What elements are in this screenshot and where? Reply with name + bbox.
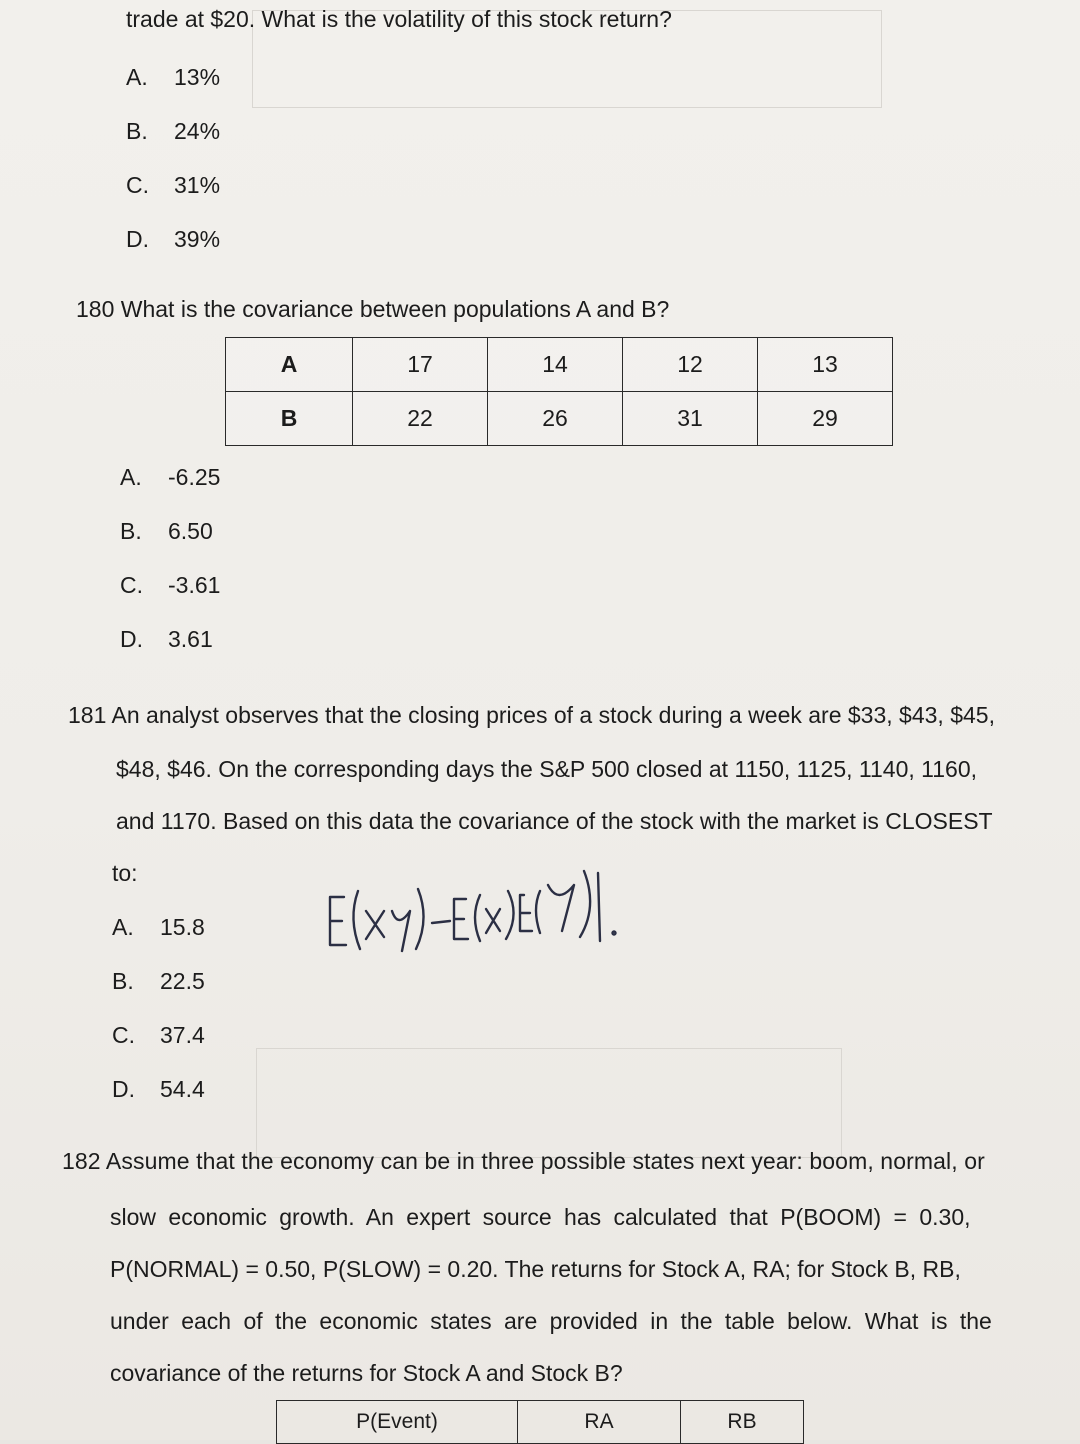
- q181-option-c[interactable]: [112, 1022, 205, 1049]
- q182-line-1: [62, 1148, 985, 1175]
- q180-question: [76, 296, 669, 323]
- q179-option-d[interactable]: [126, 226, 220, 253]
- row-label: B: [226, 392, 353, 446]
- option-letter: B.: [126, 118, 148, 144]
- row-label: A: [226, 338, 353, 392]
- question-text: An analyst observes that the closing prices of a stock during a week are $33, $43, $45,: [111, 702, 995, 728]
- option-letter: C.: [120, 572, 143, 598]
- option-text: 54.4: [160, 1076, 205, 1102]
- option-letter: D.: [112, 1076, 135, 1102]
- table-cell: 12: [623, 338, 758, 392]
- q180-option-a[interactable]: [120, 464, 220, 491]
- q181-option-d[interactable]: [112, 1076, 205, 1103]
- option-letter: B.: [112, 968, 134, 994]
- option-letter: D.: [120, 626, 143, 652]
- q179-option-c[interactable]: [126, 172, 220, 199]
- option-letter: A.: [112, 914, 134, 940]
- table-header-cell: RA: [518, 1401, 681, 1444]
- option-text: 39%: [174, 226, 221, 252]
- option-letter: D.: [126, 226, 149, 252]
- handwritten-formula-drawing: [322, 845, 692, 955]
- table-row-a: [226, 338, 893, 392]
- option-text: 13%: [174, 64, 221, 90]
- q182-table: [276, 1400, 804, 1444]
- table-header-row: [277, 1401, 804, 1444]
- option-letter: C.: [126, 172, 149, 198]
- option-text: -3.61: [168, 572, 221, 598]
- q181-option-a[interactable]: [112, 914, 205, 941]
- q180-table: [225, 337, 893, 446]
- table-header-cell: P(Event): [277, 1401, 518, 1444]
- option-letter: B.: [120, 518, 142, 544]
- handwritten-formula: [322, 845, 692, 960]
- table-row-b: [226, 392, 893, 446]
- table-cell: 26: [488, 392, 623, 446]
- q182-line-4: under each of the economic states are provided in the table below. What is the: [110, 1308, 992, 1334]
- question-number: 181: [68, 702, 107, 728]
- option-text: 3.61: [168, 626, 213, 652]
- question-number: 182: [62, 1148, 101, 1174]
- option-text: 31%: [174, 172, 221, 198]
- option-text: 22.5: [160, 968, 205, 994]
- table-header-cell: RB: [681, 1401, 804, 1444]
- option-text: -6.25: [168, 464, 221, 490]
- table-cell: 14: [488, 338, 623, 392]
- option-letter: A.: [126, 64, 148, 90]
- q179-stem-tail: trade at $20. What is the volatility of this stock return?: [126, 6, 672, 32]
- q182-line-2: slow economic growth. An expert source has calculated that P(BOOM) = 0.30,: [110, 1204, 971, 1230]
- q181-line-1: [68, 702, 995, 729]
- question-text: Assume that the economy can be in three possible states next year: boom, normal, or: [105, 1148, 985, 1174]
- q181-line-4: to:: [112, 860, 138, 886]
- option-letter: A.: [120, 464, 142, 490]
- table-cell: 31: [623, 392, 758, 446]
- option-letter: C.: [112, 1022, 135, 1048]
- bleed-through-table: [256, 1048, 842, 1158]
- q179-option-a[interactable]: [126, 64, 220, 91]
- q181-option-b[interactable]: [112, 968, 205, 995]
- question-number: 180: [76, 296, 115, 322]
- table-cell: 22: [353, 392, 488, 446]
- option-text: 24%: [174, 118, 221, 144]
- option-text: 15.8: [160, 914, 205, 940]
- q182-line-5: covariance of the returns for Stock A and Stock B?: [110, 1360, 623, 1386]
- table-cell: 13: [758, 338, 893, 392]
- q181-line-3: and 1170. Based on this data the covariance of the stock with the market is CLOSEST: [116, 808, 993, 834]
- q180-option-d[interactable]: [120, 626, 213, 653]
- q180-option-b[interactable]: [120, 518, 213, 545]
- q179-option-b[interactable]: [126, 118, 220, 145]
- q180-option-c[interactable]: [120, 572, 220, 599]
- table-cell: 17: [353, 338, 488, 392]
- option-text: 6.50: [168, 518, 213, 544]
- q181-line-2: $48, $46. On the corresponding days the S&P 500 closed at 1150, 1125, 1140, 1160,: [116, 756, 978, 782]
- q182-line-3: P(NORMAL) = 0.50, P(SLOW) = 0.20. The returns for Stock A, RA; for Stock B, RB,: [110, 1256, 961, 1282]
- option-text: 37.4: [160, 1022, 205, 1048]
- question-text: What is the covariance between populations A and B?: [120, 296, 670, 322]
- table-cell: 29: [758, 392, 893, 446]
